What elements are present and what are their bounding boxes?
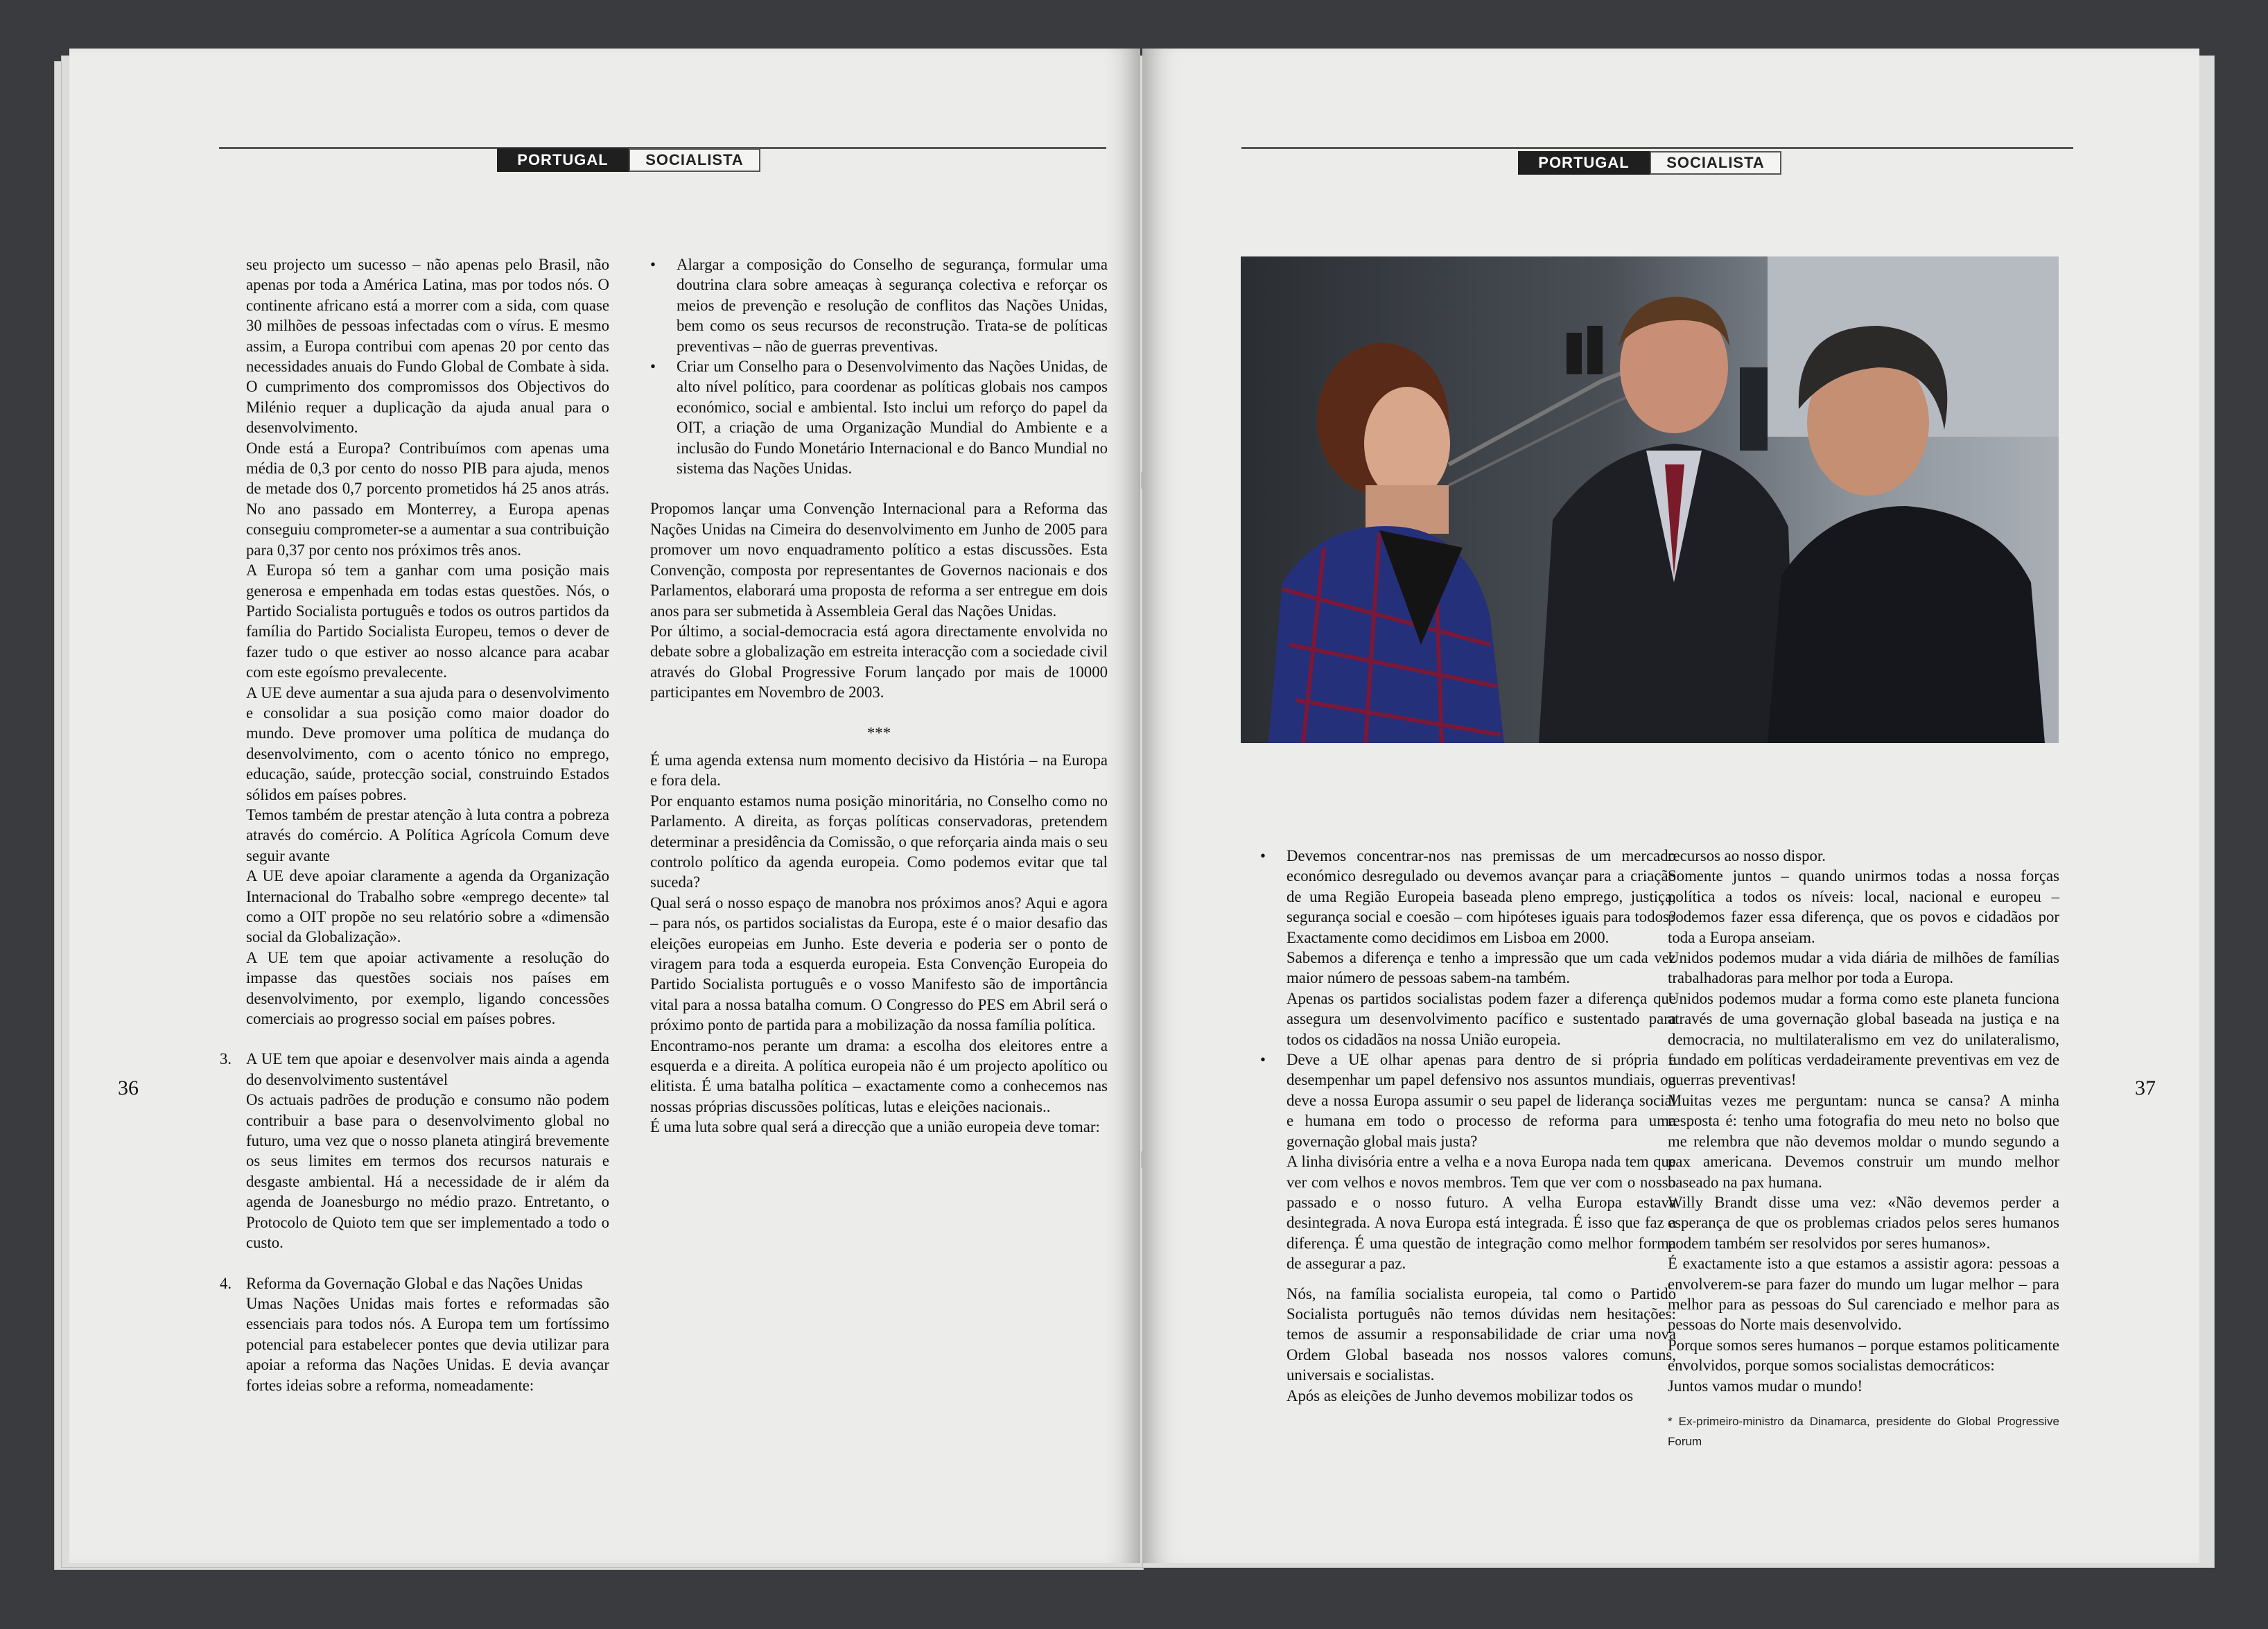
bullet-text: Devemos concentrar-nos nas premissas de um mercado económico desregulado ou devemos avançar para a criação de uma Região Europeia baseada pleno emprego, justiça, segurança social e coesão – com hipóteses iguais para todos? Exactamente como decidimos em Lisboa em 2000. xyxy=(1286,847,1676,946)
paragraph: Unidos podemos mudar a vida diária de milhões de famílias trabalhadoras para melhor por toda a Europa. xyxy=(1668,949,2059,987)
paragraph: A UE tem que apoiar activamente a resolução do impasse das questões sociais nos países em desenvolvimento, por exemplo, ligando concessões comerciais ao progresso social em países pobres. xyxy=(246,948,609,1028)
magazine-header xyxy=(1518,151,1781,175)
paragraph: Umas Nações Unidas mais fortes e reformadas são essenciais para todos nós. A Europa tem um fortíssimo potencial para estabelecer pontes que devia utilizar para apoiar a reforma das Nações Unidas. E devia avançar fortes ideias sobre a reforma, nomeadamente: xyxy=(246,1294,609,1394)
item-title: A UE tem que apoiar e desenvolver mais ainda a agenda do desenvolvimento sustentável xyxy=(246,1050,609,1088)
paragraph: A Europa só tem a ganhar com uma posição mais generosa e empenhada em todas estas questões. Nós, o Partido Socialista português e todos os outros partidos da família do Partido Socialista Europeu, temos o dever de fazer tudo o que estiver ao nosso alcance para acabar com este egoísmo prevalecente. xyxy=(246,561,609,681)
bullet-text: Criar um Conselho para o Desenvolvimento das Nações Unidas, de alto nível político, para coordenar as políticas globais nos campos económico, social e ambiental. Isto inclui um reforço do papel da OIT, a criação de uma Organização Mundial do Ambiente e a inclusão do Fundo Monetário Internacional e do Banco Mundial no sistema das Nações Unidas. xyxy=(677,358,1108,478)
paragraph: É uma agenda extensa num momento decisivo da História – na Europa e fora dela. xyxy=(650,751,1108,790)
paragraph: É exactamente isto a que estamos a assistir agora: pessoas a envolverem-se para fazer do mundo um lugar melhor – para melhor para as pessoas do Sul carenciado e melhor para as pessoas do Norte mais desenvolvido. xyxy=(1668,1255,2059,1334)
paragraph: Nós, na família socialista europeia, tal como o Partido Socialista português não temos dúvidas nem hesitações: temos de assumir a responsabilidade de criar uma nova Ordem Global baseada nos nossos valores comuns, universais e socialistas. xyxy=(1286,1284,1676,1384)
header-socialista: SOCIALISTA xyxy=(629,148,760,172)
page-number-left: 36 xyxy=(118,1077,139,1099)
paragraph: Qual será o nosso espaço de manobra nos próximos anos? Aqui e agora – para nós, os partidos socialistas da Europa, este é o maior desafio das eleições europeias em Junho. Este deveria e poderia ser o ponto de viragem para toda a esquerda europeia. Esta Convenção Europeia do Partido Socialista português e o vosso Manifesto são de importância vital para a nossa batalha comum. O Congresso do PES em Abril será o próximo ponto de partida para a mobilização da nossa família política. xyxy=(650,894,1108,1034)
right-column-2 xyxy=(1668,846,2059,1452)
paragraph: Propomos lançar uma Convenção Internacional para a Reforma das Nações Unidas na Cimeira do desenvolvimento em Junho de 2005 para promover um novo enquadramento político a estas discussões. Esta Convenção, composta por representantes de Governos nacionais e dos Parlamentos, elaborará uma proposta de reforma a ser entregue em dois anos para ser submetida à Assembleia Geral das Nações Unidas. xyxy=(650,500,1108,620)
paragraph: Os actuais padrões de produção e consumo não podem contribuir a base para o desenvolvimento global no futuro, uma vez que o nosso planeta atingirá brevemente os seus limites em termos dos recursos naturais e desgaste ambiental. Há a necessidade de ir além da agenda de Joanesburgo no médio prazo. Entretanto, o Protocolo de Quioto tem que ser implementado a todo o custo. xyxy=(246,1091,609,1252)
paragraph: É uma luta sobre qual será a direcção que a união europeia deve tomar: xyxy=(650,1118,1100,1136)
left-page xyxy=(69,49,1140,1563)
paragraph: Porque somos seres humanos – porque estamos politicamente envolvidos, porque somos socialistas democráticos: xyxy=(1668,1336,2059,1375)
bullet-icon: • xyxy=(1260,1051,1266,1069)
header-rule xyxy=(1241,147,2073,149)
item-number: 4. xyxy=(220,1274,232,1292)
bullet-icon: • xyxy=(650,358,656,376)
paragraph: Juntos vamos mudar o mundo! xyxy=(1668,1377,1863,1395)
paragraph: seu projecto um sucesso – não apenas pelo Brasil, não apenas por toda a América Latina, mas por todos nós. O continente africano está a morrer com a sida, com quase 30 milhões de pessoas infectadas com o vírus. E mesmo assim, a Europa contribui com apenas 20 por cento das necessidades anuais do Fundo Global de Combate à sida. O cumprimento dos compromissos dos Objectivos do Milénio requer a duplicação da ajuda anual para o desenvolvimento. xyxy=(246,256,609,437)
paragraph: A UE deve apoiar claramente a agenda da Organização Internacional do Trabalho sobre «emprego decente» tal como a OIT propõe no seu relatório sobre a «dimensão social da Globalização». xyxy=(246,867,609,946)
paragraph: Após as eleições de Junho devemos mobilizar todos os xyxy=(1286,1386,1634,1404)
numbered-item-3 xyxy=(220,1049,609,1253)
bullet-item xyxy=(650,356,1108,478)
section-separator: *** xyxy=(866,724,891,742)
paragraph: Muitas vezes me perguntam: nunca se cansa? A minha resposta é: tenho uma fotografia do meu neto no bolso que me relembra que não devemos moldar o mundo segundo a pax americana. Devemos construir um mundo melhor baseado na pax humana. xyxy=(1668,1091,2059,1191)
right-column-1 xyxy=(1260,846,1676,1406)
bullet-icon: • xyxy=(650,256,656,273)
paragraph: Por último, a social-democracia está agora directamente envolvida no debate sobre a globalização em estreita interacção com a sociedade civil através do Global Progressive Forum lançado por mais de 10000 participantes em Novembro de 2003. xyxy=(650,622,1108,702)
numbered-item-4 xyxy=(220,1273,609,1395)
paragraph: Temos também de prestar atenção à luta contra a pobreza através do comércio. A Política Agrícola Comum deve seguir avante xyxy=(246,805,609,864)
paragraph: Onde está a Europa? Contribuímos com apenas uma média de 0,3 por cento do nosso PIB para ajuda, menos de metade dos 0,7 porcento prometidos há 25 anos atrás. No ano passado em Monterrey, a Europa apenas conseguiu comprometer-se a aumentar a sua contribuição para 0,37 por cento nos próximos três anos. xyxy=(246,439,609,559)
paragraph: Encontramo-nos perante um drama: a escolha dos eleitores entre a esquerda e a direita. A política europeia não é um projecto apolítico ou elitista. É uma batalha política – exactamente como a conhecemos nas nossas próprias discussões políticas, lutas e eleições nacionais.. xyxy=(650,1036,1108,1115)
header-socialista: SOCIALISTA xyxy=(1650,151,1781,175)
item-title: Reforma da Governação Global e das Nações Unidas xyxy=(246,1274,583,1292)
bullet-item xyxy=(650,254,1108,356)
photo-three-politicians xyxy=(1241,256,2059,743)
paragraph: Willy Brandt disse uma vez: «Não devemos perder a esperança de que os problemas criados pelos seres humanos podem também ser resolvidos por seres humanos». xyxy=(1668,1193,2059,1252)
bullet-icon: • xyxy=(1260,847,1266,864)
magazine-header xyxy=(497,148,760,172)
left-column-1 xyxy=(220,254,609,1395)
paragraph: recursos ao nosso dispor. xyxy=(1668,847,1826,864)
woman-face xyxy=(1364,387,1450,500)
bullet-item xyxy=(1260,846,1676,1049)
page-number-right: 37 xyxy=(2135,1077,2156,1099)
paragraph: A linha divisória entre a velha e a nova Europa nada tem que ver com velhos e novos membros. Tem que ver com o nosso passado e o nosso futuro. A velha Europa estava desintegrada. A nova Europa está integrada. É isso que faz a diferença. É uma questão de integração como melhor forma de assegurar a paz. xyxy=(1286,1153,1676,1273)
paragraph: Por enquanto estamos numa posição minoritária, no Conselho como no Parlamento. A direita, as forças políticas conservadoras, pretendem determinar a presidência da Comissão, o que reforçaria ainda mais o seu controlo político da agenda europeia. Como podemos evitar que tal suceda? xyxy=(650,792,1108,891)
paragraph: A UE deve aumentar a sua ajuda para o desenvolvimento e consolidar a sua posição como maior doador do mundo. Deve promover uma política de mudança do desenvolvimento, com o acento tónico no emprego, educação, saúde, protecção social, construindo Estados sólidos em países pobres. xyxy=(246,683,609,803)
paragraph: Sabemos a diferença e tenho a impressão que um cada vez maior número de pessoas sabem-na também. xyxy=(1286,949,1676,987)
right-page xyxy=(1142,49,2199,1563)
bullet-text: Deve a UE olhar apenas para dentro de si própria e desempenhar um papel defensivo nos assuntos mundiais, ou deve a nossa Europa assumir o seu papel de liderança social e humana em todo o processo de reforma para uma governação global mais justa? xyxy=(1286,1051,1676,1150)
left-column-2 xyxy=(650,254,1108,1138)
bullet-item xyxy=(1260,1049,1676,1273)
bullet-text: Alargar a composição do Conselho de segurança, formular uma doutrina clara sobre ameaças à segurança colectiva e reforçar os meios de prevenção e resolução de conflitos das Nações Unidas, bem como os seus recursos de reconstrução. Trata-se de políticas preventivas – não de guerras preventivas. xyxy=(677,256,1108,355)
paragraph: Unidos podemos mudar a forma como este planeta funciona através de uma governação global baseada na justiça e na democracia, no multilateralismo em vez do unilateralismo, fundado em políticas verdadeiramente preventivas em vez de guerras preventivas! xyxy=(1668,989,2059,1089)
header-portugal: PORTUGAL xyxy=(497,148,629,172)
paragraph: Apenas os partidos socialistas podem fazer a diferença que assegura um desenvolvimento pacífico e sustentado para todos os cidadãos na nossa União europeia. xyxy=(1286,989,1676,1048)
footnote: * Ex-primeiro-ministro da Dinamarca, presidente do Global Progressive Forum xyxy=(1668,1414,2059,1449)
header-portugal: PORTUGAL xyxy=(1518,151,1650,175)
item-number: 3. xyxy=(220,1050,232,1068)
paragraph: Somente juntos – quando unirmos todas a nossa forças política a todos os níveis: local, nacional e europeu – podemos fazer essa diferença, que os povos e cidadãos por toda a Europa anseiam. xyxy=(1668,867,2059,946)
